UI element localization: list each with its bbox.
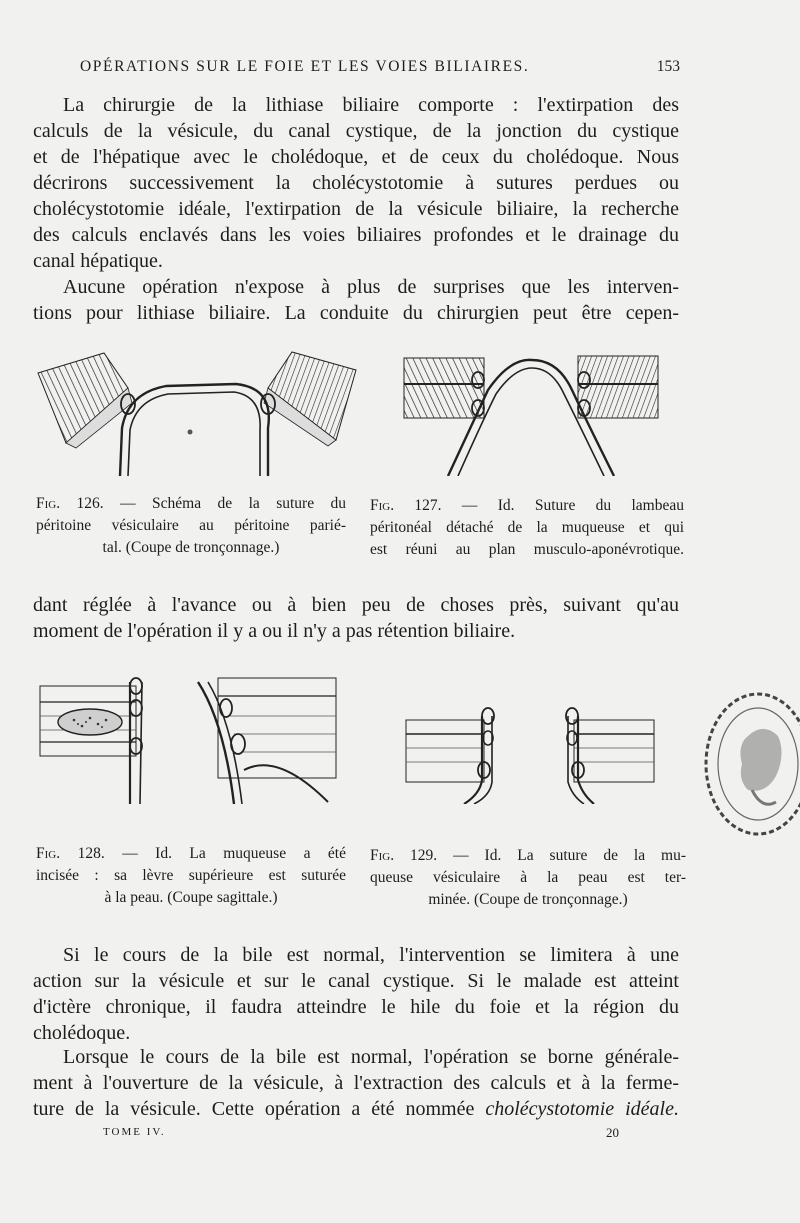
paragraph-2: [33, 274, 679, 326]
figure-127-illustration: [402, 350, 660, 476]
caption-text: est réuni au plan musculo-aponévrotique.: [370, 541, 684, 558]
figure-128-illustration: [38, 672, 340, 804]
running-header: [80, 58, 680, 76]
text-line: d'ictère chronique, il faudra atteindre le hile du foie et la région du: [33, 996, 679, 1018]
text-line: dant réglée à l'avance ou à bien peu de choses près, suivant qu'au: [33, 594, 679, 616]
caption-text: à la peau. (Coupe sagittale.): [104, 889, 278, 906]
text-line: ment à l'ouverture de la vésicule, à l'extraction des calculs et à la ferme-: [33, 1072, 679, 1094]
page-number: 153: [656, 58, 680, 75]
text-line: action sur la vésicule et sur le canal cystique. Si le malade est atteint: [33, 970, 679, 992]
figure-126-caption: [36, 493, 346, 559]
caption-text: incisée : sa lèvre supérieure est suturée: [36, 867, 346, 884]
figure-129-caption: [370, 845, 686, 911]
text-line: tions pour lithiase biliaire. La conduite du chirurgien peut être cepen-: [33, 302, 679, 324]
text-line: des calculs enclavés dans les voies biliaires profondes et le drainage du: [33, 224, 679, 246]
text-line: cholécystotomie idéale, l'extirpation de la vésicule biliaire, la recherche: [33, 198, 679, 220]
figure-129-illustration: [404, 700, 656, 804]
text-line: Aucune opération n'expose à plus de surprises que les interven-: [63, 276, 679, 298]
text-line: canal hépatique.: [33, 250, 163, 272]
library-stamp: [702, 690, 800, 854]
caption-text: péritoine vésiculaire au péritoine parié-: [36, 517, 346, 534]
running-title: OPÉRATIONS SUR LE FOIE ET LES VOIES BILIAIRES.: [80, 58, 530, 75]
text-line: cholédoque.: [33, 1022, 131, 1044]
paragraph-3: [33, 592, 679, 644]
figure-126-illustration: [36, 348, 358, 476]
figure-label: Fig. 128.: [36, 845, 105, 862]
caption-text: péritonéal détaché de la muqueuse et qui: [370, 519, 684, 536]
figure-128-caption: [36, 843, 346, 909]
text-line: moment de l'opération il y a ou il n'y a pas rétention biliaire.: [33, 620, 516, 642]
caption-text: queuse vésiculaire à la peau est ter-: [370, 869, 686, 886]
volume-signature: TOME IV.: [103, 1126, 166, 1138]
text-line: et de l'hépatique avec le cholédoque, et de ceux du cholédoque. Nous: [33, 146, 679, 168]
text-line: décrirons successivement la cholécystotomie à sutures perdues ou: [33, 172, 679, 194]
text-line: ture de la vésicule. Cette opération a été nommée: [33, 1098, 475, 1120]
emphasized-term: cholécystotomie idéale.: [485, 1098, 679, 1120]
figure-label: Fig. 129.: [370, 847, 438, 864]
text-line: Si le cours de la bile est normal, l'intervention se limitera à une: [63, 944, 679, 966]
paragraph-1: [33, 92, 679, 274]
figure-label: Fig. 127.: [370, 497, 442, 514]
paragraph-5: [33, 1044, 679, 1122]
text-line: Lorsque le cours de la bile est normal, l'opération se borne générale-: [63, 1046, 679, 1068]
figure-127-caption: [370, 495, 684, 561]
caption-text: — Id. Suture du lambeau: [461, 497, 684, 514]
caption-text: — Schéma de la suture du: [120, 495, 346, 512]
caption-text: — Id. La muqueuse a été: [122, 845, 346, 862]
gathering-number: 20: [606, 1125, 619, 1140]
paragraph-4: [33, 942, 679, 1046]
text-line: La chirurgie de la lithiase biliaire comporte : l'extirpation des: [63, 94, 679, 116]
text-line: calculs de la vésicule, du canal cystique, de la jonction du cystique: [33, 120, 679, 142]
figure-label: Fig. 126.: [36, 495, 104, 512]
caption-text: minée. (Coupe de tronçonnage.): [428, 891, 628, 908]
caption-text: tal. (Coupe de tronçonnage.): [102, 539, 280, 556]
caption-text: — Id. La suture de la mu-: [453, 847, 686, 864]
